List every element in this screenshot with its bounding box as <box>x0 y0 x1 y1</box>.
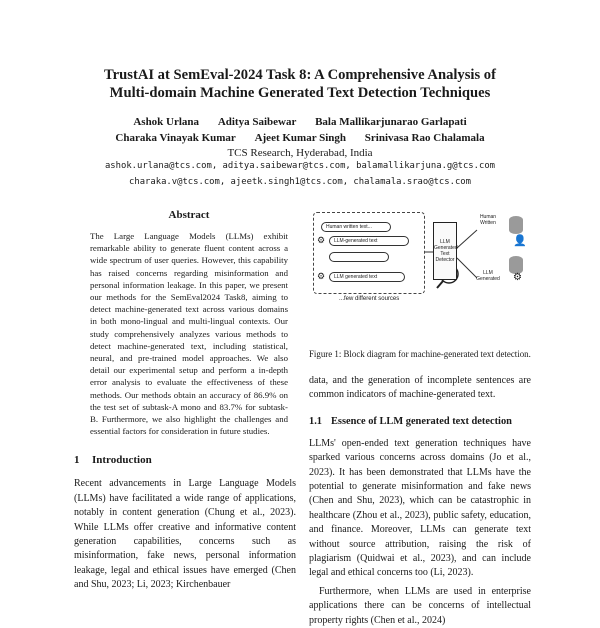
human-written-label: Human Written <box>479 214 497 226</box>
email-line-2: charaka.v@tcs.com, ajeetk.singh1@tcs.com, chalamala.srao@tcs.com <box>129 177 471 187</box>
paragraph: Furthermore, when LLMs are used in enterprise applications there can be concerns of intellectual property rights (Chen et al., 2024) <box>309 585 531 626</box>
author: Bala Mallikarjunarao Garlapati <box>315 116 467 128</box>
gear-icon: ⚙ <box>513 272 522 283</box>
continuation-text: data, and the generation of incomplete sentences are common indicators of machine-generated text. <box>309 375 531 401</box>
affiliation: TCS Research, Hyderabad, India <box>227 147 373 159</box>
author: Ashok Urlana <box>133 116 200 128</box>
paragraph: LLMs' open-ended text generation techniques have sparked various concerns across domains (Jo et al., 2023). It has been demonstrated that LLMs have the potential to generate misinformation and fake news (Chen and Shu, 2023), which can be catastrophic in healthcare (Zhou et al., 2023), public safety, education, and finance. Moreover, LLMs can generate text without source attribution, raising the risk of plagiarism (Quidwai et al., 2023), and can include legal and ethical concerns too (Li, 2023). <box>309 437 531 579</box>
subsection-number: 1.1 <box>309 415 322 427</box>
person-icon: 👤 <box>513 235 527 247</box>
input-text-line: LLM-generated text <box>329 236 409 246</box>
author: Ajeet Kumar Singh <box>254 132 347 144</box>
author-list <box>60 114 540 146</box>
author: Srinivasa Rao Chalamala <box>364 132 485 144</box>
section-number: 1 <box>74 454 80 467</box>
title-line-1: TrustAI at SemEval-2024 Task 8: A Comprehensive Analysis of <box>104 67 496 83</box>
abstract-heading: Abstract <box>168 209 210 221</box>
paper-title <box>60 66 540 102</box>
block-diagram-figure <box>309 208 531 312</box>
input-text-line: LLM generated text <box>329 272 405 282</box>
right-column <box>309 208 531 628</box>
title-line-2: Multi-domain Machine Generated Text Detection Techniques <box>109 85 491 101</box>
abstract-text: The Large Language Models (LLMs) exhibit remarkable ability to generate fluent content across a wide spectrum of user queries. However, this capability has raised concerns regarding misinformation and personal information leakage. In this paper, we present our methods for the SemEval2024 Task8, aiming to detect machine-generated text across various domains in both mono-lingual and multi-lingual contexts. Our study comprehensively analyzes various methods to detect machine-generated text, including statistical, neural, and pre-trained model approaches. We also detail our experimental setup and perform a in-depth error analysis to evaluate the effectiveness of these methods. Our methods obtain an accuracy of 86.9% on the test set of subtask-A mono and 83.7% for subtask-B. Furthermore, we also highlight the challenges and essential factors for consideration in future studies. <box>90 231 288 437</box>
detector-box: LLM Generated Text Detector <box>433 222 457 280</box>
database-icon <box>509 216 523 234</box>
left-column <box>74 208 296 593</box>
figure-footnote: ...few different sources <box>339 296 400 302</box>
subsection-heading <box>309 415 531 429</box>
section-title: Introduction <box>92 454 152 467</box>
subsection-title: Essence of LLM generated text detection <box>331 415 512 427</box>
author: Charaka Vinayak Kumar <box>115 132 236 144</box>
email-line-1: ashok.urlana@tcs.com, aditya.saibewar@tcs.com, balamallikarjuna.g@tcs.com <box>104 161 496 171</box>
author-emails <box>60 158 540 190</box>
introduction-text: Recent advancements in Large Language Models (LLMs) have facilitated a wide range of applications, notably in content generation (Chung et al., 2023). While LLMs offer creative and informative content generation capabilities, concerns such as misinformation, fake news, personal information leakage, legal and ethical issues have emerged (Chen and Shu, 2023; Li, 2023; Kirchenbauer <box>74 478 296 591</box>
gear-icon: ⚙ <box>317 271 326 281</box>
section-heading-introduction <box>74 453 296 467</box>
figure-caption: Figure 1: Block diagram for machine-generated text detection. <box>309 349 531 359</box>
input-text-line: Human written text... <box>321 222 391 232</box>
llm-generated-label: LLM Generated <box>476 270 500 282</box>
gear-icon: ⚙ <box>317 235 326 245</box>
author: Aditya Saibewar <box>217 116 297 128</box>
